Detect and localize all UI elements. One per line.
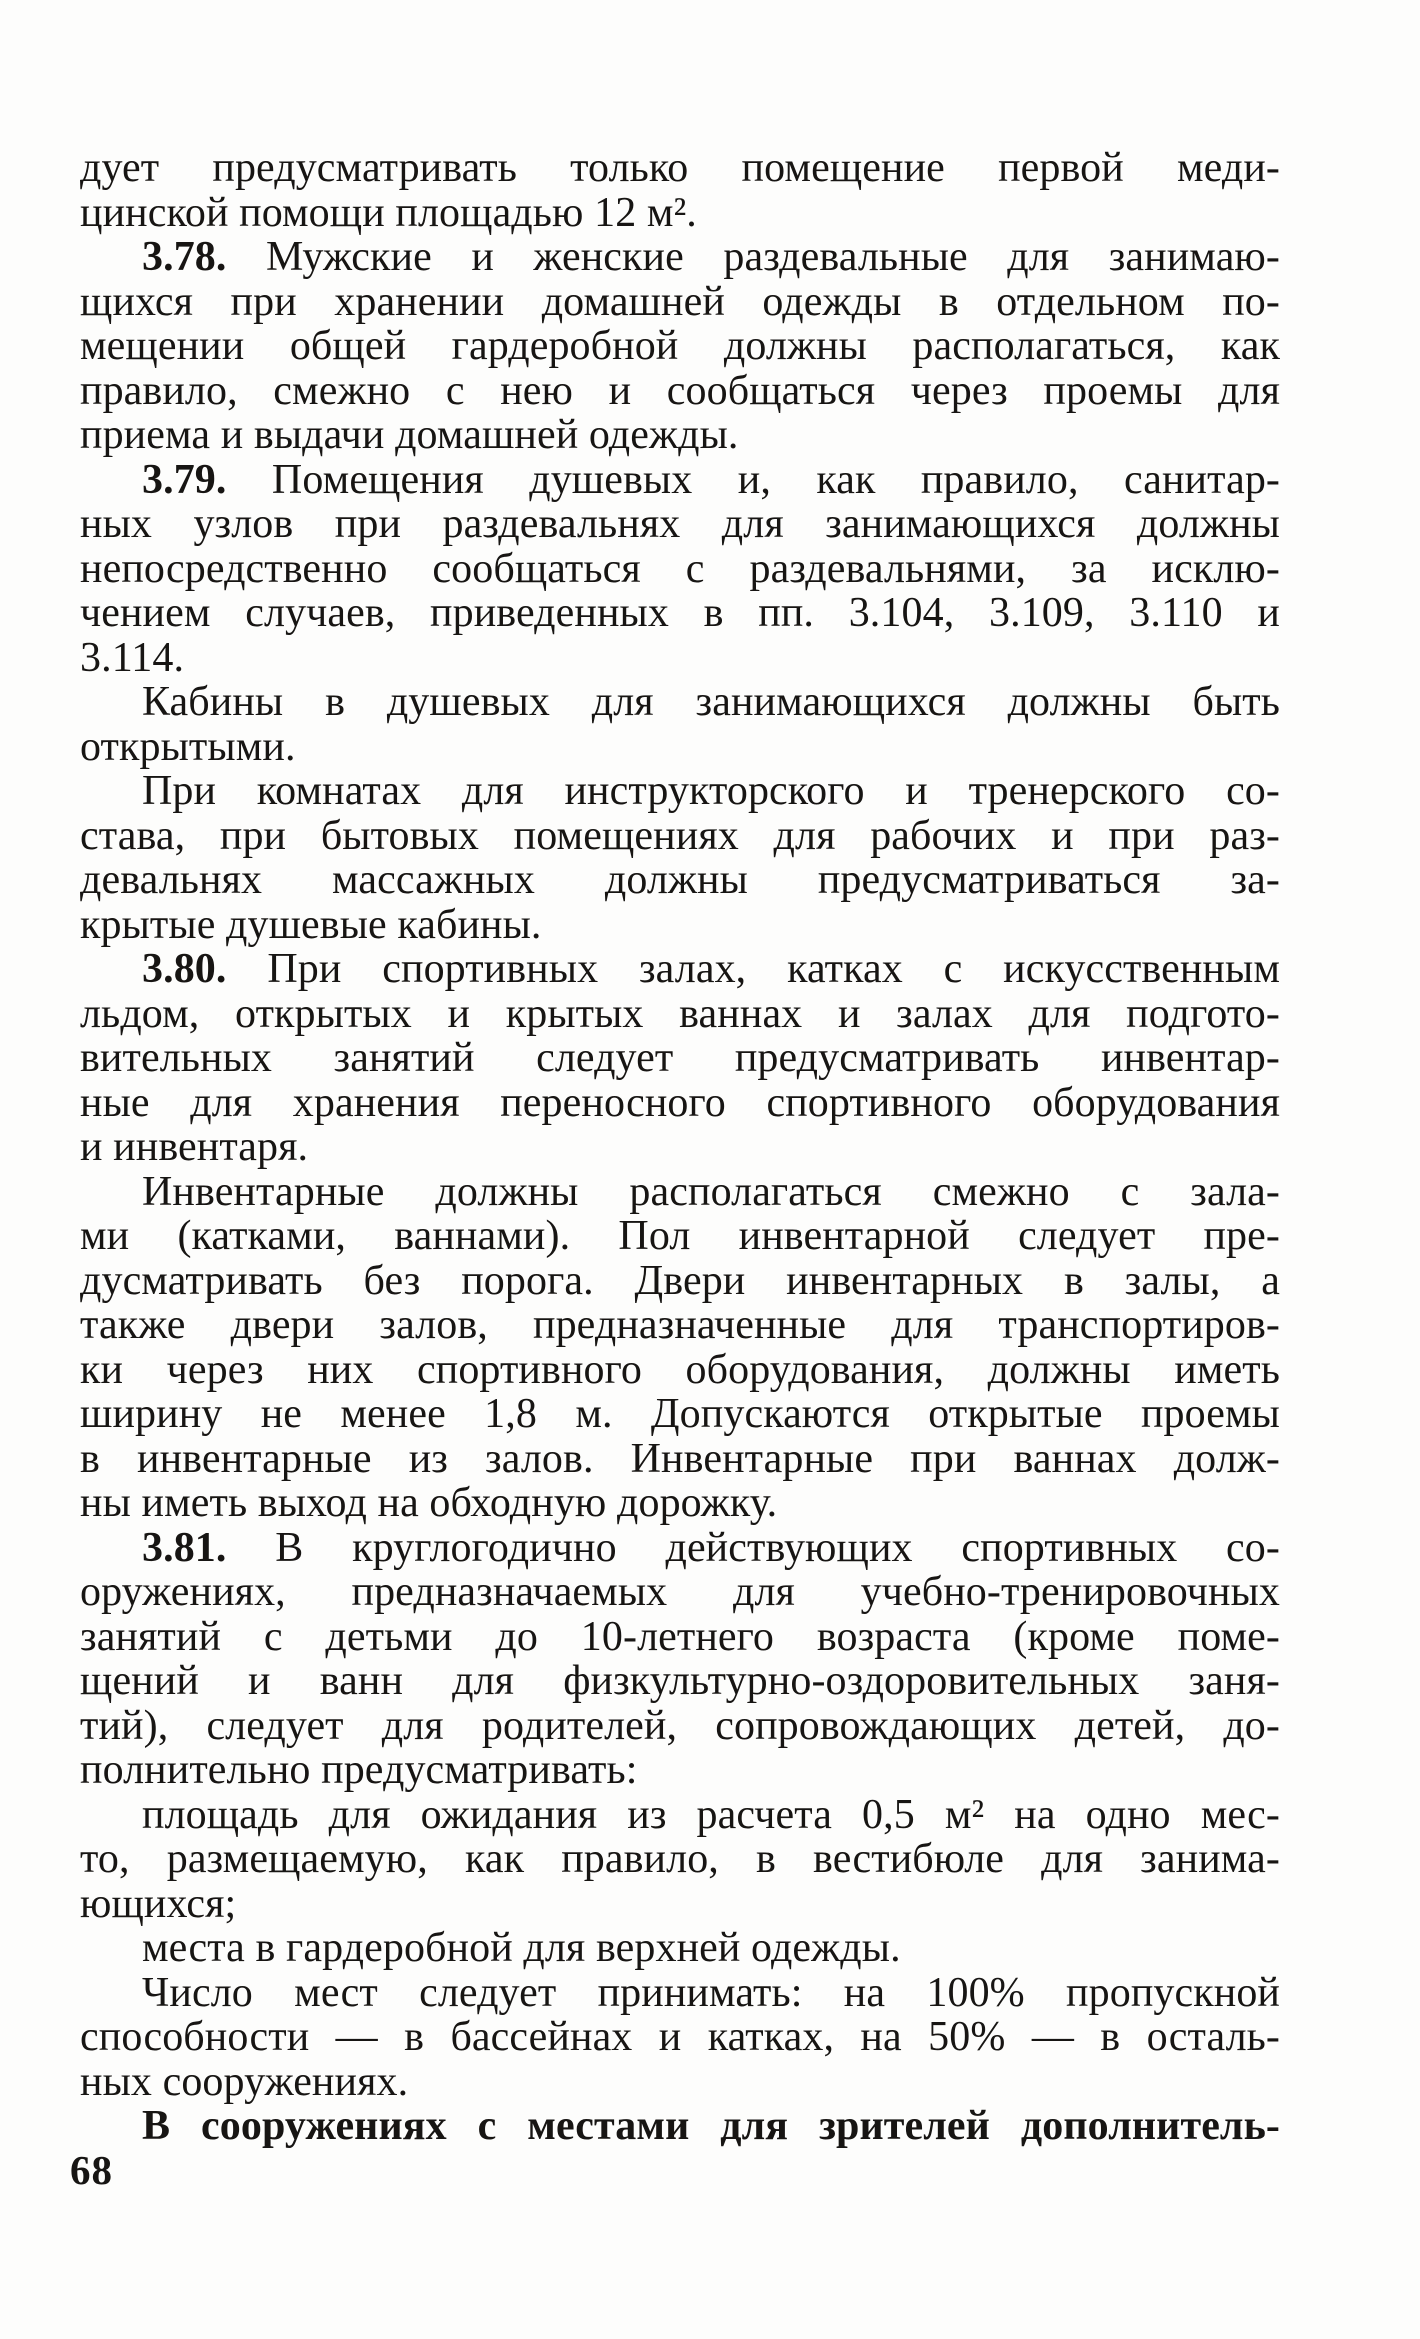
text-line: также двери залов, предназначенные для транспортиров- xyxy=(80,1302,1280,1348)
text-line: способности — в бассейнах и катках, на 50% — в осталь- xyxy=(80,2014,1280,2060)
text-line: оружениях, предназначаемых для учебно-тренировочных xyxy=(80,1569,1280,1615)
page-number: 68 xyxy=(70,2147,113,2193)
text-line: площадь для ожидания из расчета 0,5 м² на одно мес- xyxy=(142,1791,1280,1838)
text-line: и инвентаря. xyxy=(80,1124,309,1170)
text-line: места в гардеробной для верхней одежды. xyxy=(142,1925,901,1971)
text-line: тий), следует для родителей, сопровождающих детей, до- xyxy=(80,1702,1280,1749)
text-line: приема и выдачи домашней одежды. xyxy=(80,412,739,458)
section-number: 3.80. xyxy=(142,946,227,992)
text-line: ющихся; xyxy=(80,1880,237,1927)
text-line: открытыми. xyxy=(80,723,296,770)
text-line xyxy=(80,1526,1280,1571)
text-line: ные для хранения переносного спортивного оборудования xyxy=(80,1079,1280,1126)
section-number: 3.81. xyxy=(142,1524,227,1571)
text-line: правило, смежно с нею и сообщаться через проемы для xyxy=(80,367,1280,414)
text-line: става, при бытовых помещениях для рабочих и при раз- xyxy=(80,812,1280,859)
text-line: чением случаев, приведенных в пп. 3.104, 3.109, 3.110 и xyxy=(80,590,1280,636)
line-text: В круглогодично действующих спортивных со- xyxy=(275,1524,1280,1571)
line-text: При спортивных залах, катках с искусственным xyxy=(267,946,1281,992)
text-line: щихся при хранении домашней одежды в отдельном по- xyxy=(80,278,1280,325)
text-line xyxy=(80,458,1280,503)
text-line: Инвентарные должны располагаться смежно с зала- xyxy=(142,1168,1280,1215)
text-line: ных сооружениях. xyxy=(80,2058,409,2105)
line-text: Мужские и женские раздевальные для занимаю- xyxy=(266,234,1280,280)
text-line: ми (катками, ваннами). Пол инвентарной следует пре- xyxy=(80,1213,1280,1259)
text-line: полнительно предусматривать: xyxy=(80,1747,638,1793)
text-line: дует предусматривать только помещение первой меди- xyxy=(80,145,1280,191)
section-number: 3.79. xyxy=(142,456,227,503)
text-line: крытые душевые кабины. xyxy=(80,901,542,948)
text-line: в инвентарные из залов. Инвентарные при ваннах долж- xyxy=(80,1435,1280,1482)
text-line xyxy=(80,947,1280,992)
line-text: Помещения душевых и, как правило, санитар- xyxy=(271,456,1280,503)
text-line: мещении общей гардеробной должны располагаться, как xyxy=(80,323,1280,369)
text-line: непосредственно сообщаться с раздевальнями, за исклю- xyxy=(80,545,1280,592)
text-line: дусматривать без порога. Двери инвентарных в залы, а xyxy=(80,1257,1280,1304)
text-line: занятий с детьми до 10-летнего возраста (кроме поме- xyxy=(80,1613,1280,1660)
text-line xyxy=(80,235,1280,280)
text-line: В сооружениях с местами для зрителей дополнитель- xyxy=(142,2103,1280,2149)
text-line: ных узлов при раздевальнях для занимающихся должны xyxy=(80,501,1280,547)
text-line: вительных занятий следует предусматривать инвентар- xyxy=(80,1035,1280,1081)
section-number: 3.78. xyxy=(142,234,227,280)
text-line: ны иметь выход на обходную дорожку. xyxy=(80,1480,778,1526)
text-line: Кабины в душевых для занимающихся должны быть xyxy=(142,679,1280,725)
text-line: цинской помощи площадью 12 м². xyxy=(80,189,697,236)
text-line: 3.114. xyxy=(80,634,185,681)
text-line: ширину не менее 1,8 м. Допускаются открытые проемы xyxy=(80,1391,1280,1437)
text-line: ки через них спортивного оборудования, должны иметь xyxy=(80,1346,1280,1393)
text-line: льдом, открытых и крытых ваннах и залах для подгото- xyxy=(80,990,1280,1037)
text-line: Число мест следует принимать: на 100% пропускной xyxy=(142,1969,1280,2016)
text-line: При комнатах для инструкторского и тренерского со- xyxy=(142,768,1280,814)
text-line: щений и ванн для физкультурно-оздоровительных заня- xyxy=(80,1658,1280,1704)
text-column xyxy=(80,146,1280,2149)
text-line: девальнях массажных должны предусматриваться за- xyxy=(80,857,1280,903)
text-line: то, размещаемую, как правило, в вестибюле для занима- xyxy=(80,1836,1280,1882)
